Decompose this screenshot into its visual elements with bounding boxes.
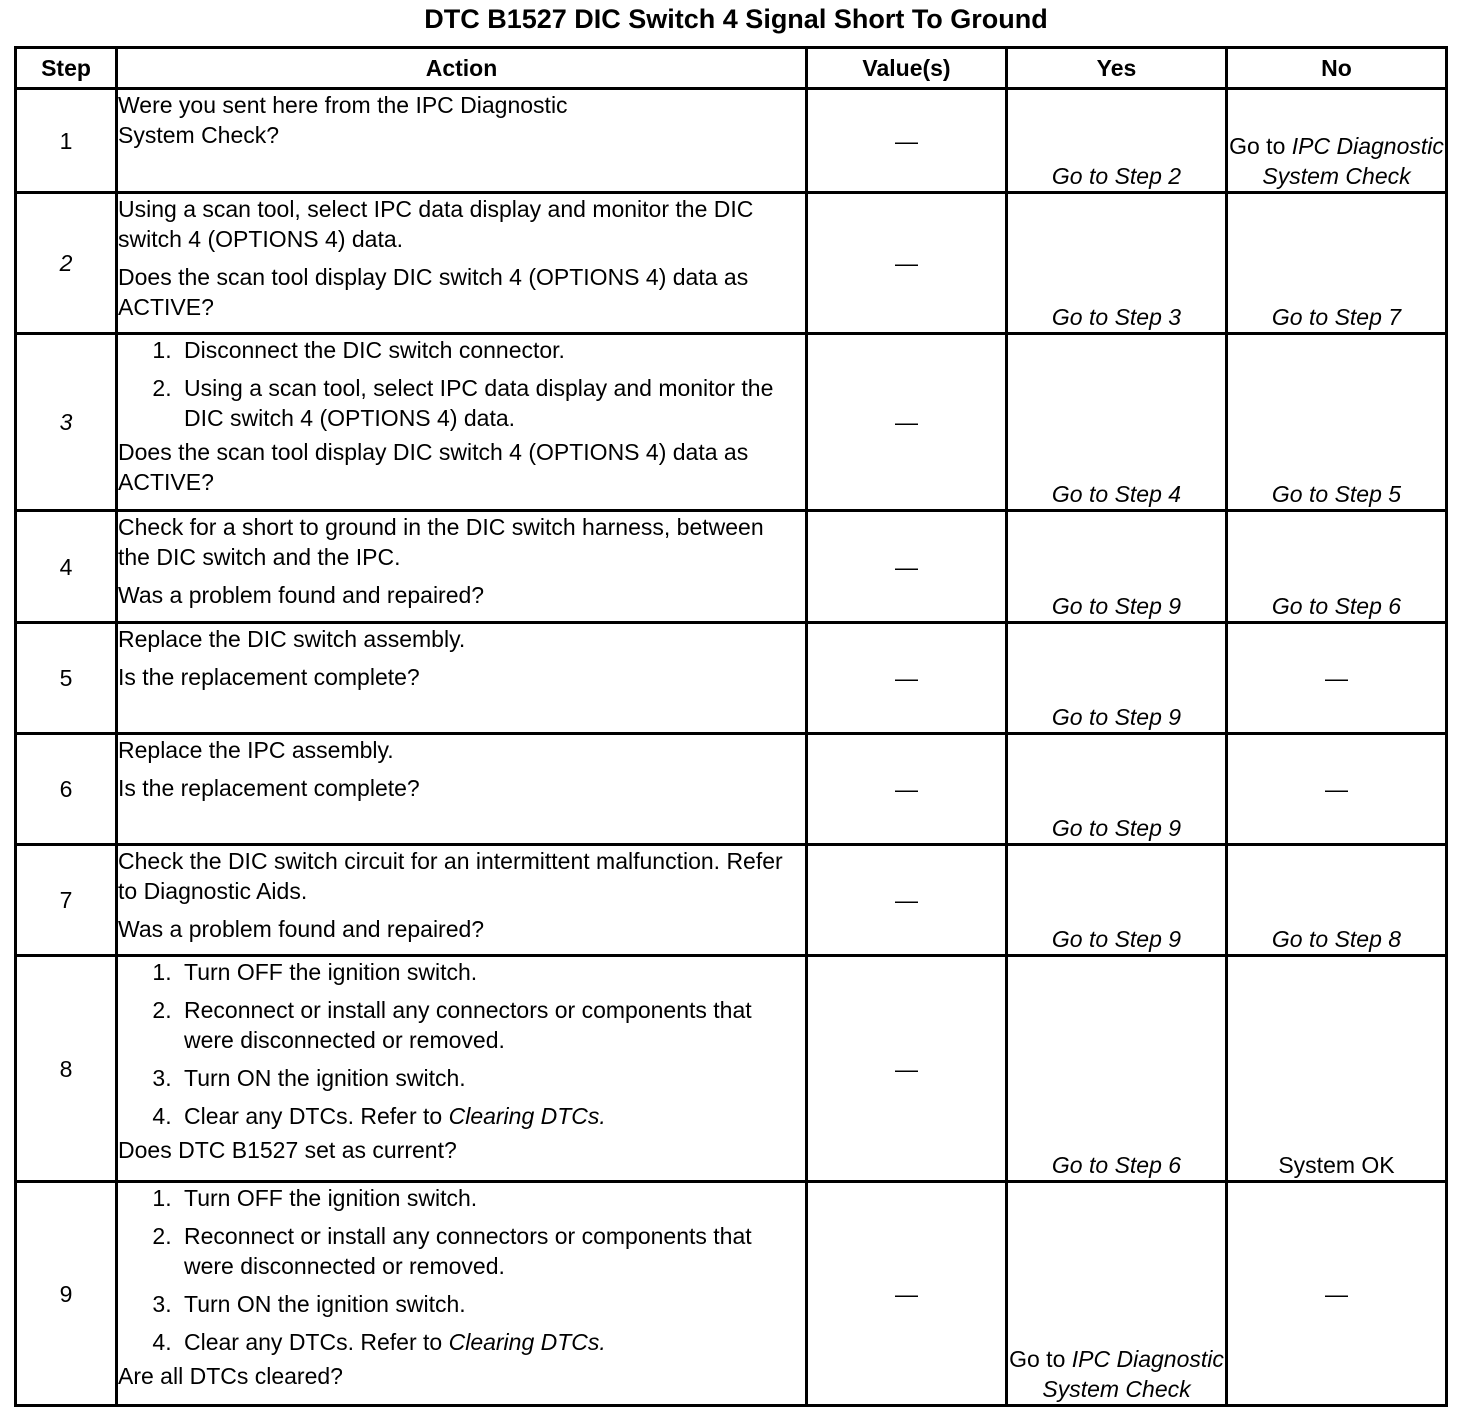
action-question: Is the replacement complete?	[118, 775, 420, 801]
value-cell: —	[807, 193, 1007, 334]
yes-goto: Go to Step 2	[1051, 163, 1182, 189]
yes-goto: Go to Step 9	[1051, 704, 1182, 730]
table-row	[16, 734, 1447, 845]
action-cell	[117, 89, 807, 193]
yes-cell	[1007, 511, 1227, 623]
clearing-dtcs-reference: Clearing DTCs.	[448, 1103, 606, 1129]
substep: 1. Turn OFF the ignition switch.	[178, 1183, 805, 1213]
action-question: Was a problem found and repaired?	[118, 582, 485, 608]
value-cell: —	[807, 1182, 1007, 1406]
no-cell	[1227, 845, 1447, 956]
action-cell	[117, 956, 807, 1182]
action-question: Was a problem found and repaired?	[118, 916, 485, 942]
yes-cell	[1007, 1182, 1227, 1406]
substep-text: Clear any DTCs. Refer to	[184, 1103, 443, 1129]
yes-goto: Go to Step 9	[1051, 815, 1182, 841]
table-row	[16, 193, 1447, 334]
substep: 2. Reconnect or install any connectors or components that were disconnected or removed.	[178, 1221, 805, 1281]
no-goto: Go to Step 5	[1271, 481, 1402, 507]
yes-goto-target: IPC Diagnostic System Check	[1042, 1346, 1224, 1402]
step-number: 3	[16, 334, 117, 511]
value-cell: —	[807, 89, 1007, 193]
action-cell	[117, 1182, 807, 1406]
action-text: Using a scan tool, select IPC data display and monitor the DIC switch 4 (OPTIONS 4) data.	[118, 196, 754, 252]
substep: 1. Turn OFF the ignition switch.	[178, 957, 805, 987]
table-row	[16, 511, 1447, 623]
action-cell	[117, 334, 807, 511]
no-goto-target: IPC Diagnostic System Check	[1262, 133, 1444, 189]
step-number: 8	[16, 956, 117, 1182]
table-row	[16, 956, 1447, 1182]
table-row	[16, 845, 1447, 956]
yes-cell	[1007, 623, 1227, 734]
action-cell	[117, 511, 807, 623]
action-question: Are all DTCs cleared?	[118, 1363, 343, 1389]
action-cell	[117, 623, 807, 734]
yes-cell	[1007, 956, 1227, 1182]
action-question: Does the scan tool display DIC switch 4 (OPTIONS 4) data as ACTIVE?	[118, 439, 749, 495]
action-question: Does DTC B1527 set as current?	[118, 1137, 457, 1163]
no-cell	[1227, 511, 1447, 623]
yes-goto-prefix: Go to	[1009, 1346, 1066, 1372]
header-row	[16, 48, 1447, 89]
yes-cell	[1007, 334, 1227, 511]
yes-cell	[1007, 89, 1227, 193]
yes-cell	[1007, 845, 1227, 956]
yes-cell	[1007, 193, 1227, 334]
action-cell	[117, 734, 807, 845]
header-values: Value(s)	[807, 48, 1007, 89]
table-row	[16, 1182, 1447, 1406]
value-cell: —	[807, 511, 1007, 623]
diagnostic-table	[14, 46, 1448, 1407]
substep: 2. Reconnect or install any connectors or components that were disconnected or removed.	[178, 995, 805, 1055]
action-text: Replace the DIC switch assembly.	[118, 626, 466, 652]
no-result: System OK	[1278, 1152, 1395, 1178]
no-cell: —	[1227, 734, 1447, 845]
no-goto: Go to Step 6	[1271, 593, 1402, 619]
yes-goto: Go to Step 9	[1051, 926, 1182, 952]
value-cell: —	[807, 334, 1007, 511]
header-yes: Yes	[1007, 48, 1227, 89]
no-cell	[1227, 193, 1447, 334]
step-number: 4	[16, 511, 117, 623]
table-row	[16, 623, 1447, 734]
yes-goto: Go to Step 4	[1051, 481, 1182, 507]
step-number: 6	[16, 734, 117, 845]
substep	[178, 1327, 805, 1357]
no-cell	[1227, 334, 1447, 511]
no-cell	[1227, 89, 1447, 193]
substep-list	[118, 957, 805, 1131]
value-cell: —	[807, 956, 1007, 1182]
action-text: Check for a short to ground in the DIC switch harness, between the DIC switch and the IPC.	[118, 514, 764, 570]
substep-text: Clear any DTCs. Refer to	[184, 1329, 443, 1355]
action-question: Is the replacement complete?	[118, 664, 420, 690]
no-goto: Go to Step 7	[1271, 304, 1402, 330]
yes-cell	[1007, 734, 1227, 845]
action-text: Check the DIC switch circuit for an intermittent malfunction. Refer to Diagnostic Aids.	[118, 848, 783, 904]
step-number: 7	[16, 845, 117, 956]
header-no: No	[1227, 48, 1447, 89]
clearing-dtcs-reference: Clearing DTCs.	[448, 1329, 606, 1355]
yes-goto: Go to Step 6	[1051, 1152, 1182, 1178]
yes-goto: Go to Step 9	[1051, 593, 1182, 619]
no-cell	[1227, 956, 1447, 1182]
no-cell: —	[1227, 1182, 1447, 1406]
value-cell: —	[807, 845, 1007, 956]
substep	[178, 1101, 805, 1131]
value-cell: —	[807, 623, 1007, 734]
no-cell: —	[1227, 623, 1447, 734]
step-number: 1	[16, 89, 117, 193]
page-title: DTC B1527 DIC Switch 4 Signal Short To Ground	[424, 4, 1048, 34]
step-number: 2	[16, 193, 117, 334]
step-number: 5	[16, 623, 117, 734]
substep-list	[118, 335, 805, 433]
action-question: Does the scan tool display DIC switch 4 (OPTIONS 4) data as ACTIVE?	[118, 264, 749, 320]
substep: 3. Turn ON the ignition switch.	[178, 1289, 805, 1319]
no-goto-prefix: Go to	[1229, 133, 1286, 159]
substep-list	[118, 1183, 805, 1357]
no-goto: Go to Step 8	[1271, 926, 1402, 952]
value-cell: —	[807, 734, 1007, 845]
yes-goto: Go to Step 3	[1051, 304, 1182, 330]
header-action: Action	[117, 48, 807, 89]
action-cell	[117, 845, 807, 956]
substep: 1. Disconnect the DIC switch connector.	[178, 335, 805, 365]
substep: 3. Turn ON the ignition switch.	[178, 1063, 805, 1093]
header-step: Step	[16, 48, 117, 89]
substep: 2. Using a scan tool, select IPC data display and monitor the DIC switch 4 (OPTIONS 4) data.	[178, 373, 805, 433]
table-row	[16, 89, 1447, 193]
action-text: Were you sent here from the IPC Diagnostic System Check?	[118, 92, 568, 148]
table-row	[16, 334, 1447, 511]
step-number: 9	[16, 1182, 117, 1406]
action-cell	[117, 193, 807, 334]
action-text: Replace the IPC assembly.	[118, 737, 394, 763]
